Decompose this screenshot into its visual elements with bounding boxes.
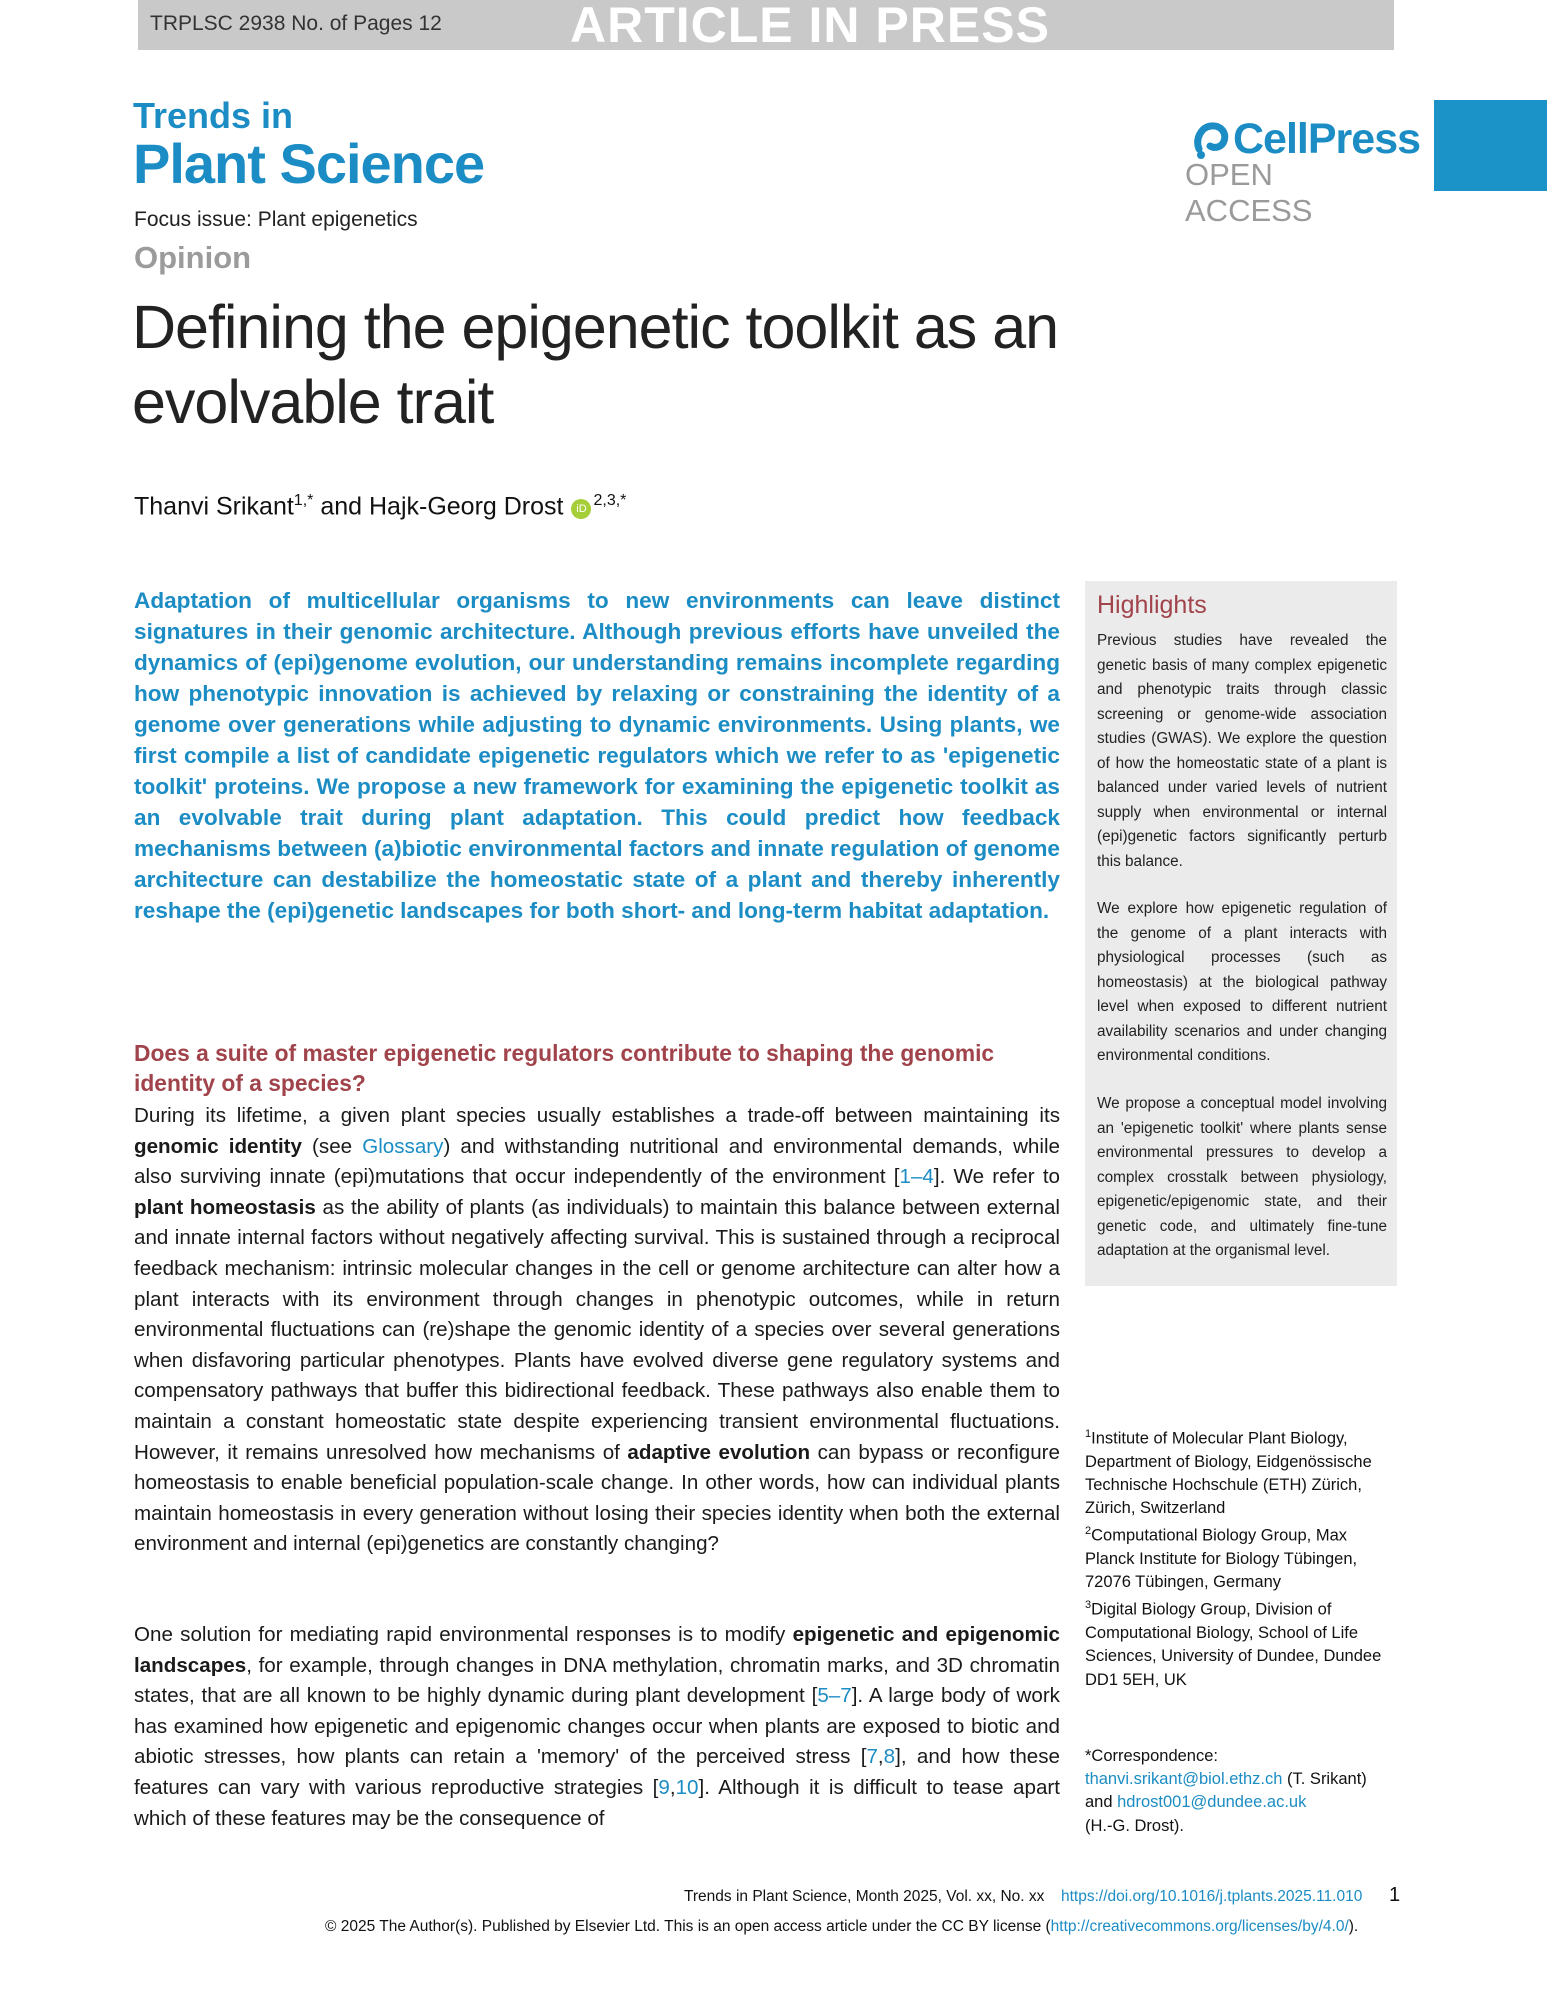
glossary-term: genomic identity	[134, 1134, 302, 1158]
body-text: as the ability of plants (as individuals) to maintain this balance between external and innate internal factors without negatively affecting survival. This is sustained through a reciprocal feedback mechanism: intrinsic molecular changes in the cell or genome architecture can alter how a plant interacts with its environment through changes in phenotypic outcomes, while in return environmental fluctuations can (re)shape the genomic identity of a species over several generations when disfavoring particular phenotypes. Plants have evolved diverse gene regulatory systems and compensatory pathways that buffer this bidirectional feedback. These pathways also enable them to maintain a constant homeostatic state despite experiencing transient environmental fluctuations. However, it remains unresolved how mechanisms of	[134, 1195, 1060, 1464]
citation-link[interactable]: 7	[866, 1745, 878, 1769]
body-text: ,	[669, 1775, 676, 1799]
affiliation-marker: 1	[1085, 1428, 1092, 1440]
glossary-term: plant homeostasis	[134, 1195, 316, 1219]
license-link[interactable]: http://creativecommons.org/licenses/by/4.0/	[1050, 1918, 1349, 1935]
citation-link[interactable]: 1–4	[899, 1165, 934, 1189]
author-affiliation-marker: 1,*	[293, 492, 314, 509]
body-text: , for example, through changes in DNA methylation, chromatin marks, and 3D chromatin states, that are all known to be highly dynamic during plant development [	[134, 1653, 1060, 1708]
footer-citation: Trends in Plant Science, Month 2025, Vol. xx, No. xx	[684, 1888, 1045, 1905]
correspondence-line	[1085, 1768, 1400, 1791]
correspondence-conjunction: and	[1085, 1793, 1118, 1812]
citation-link[interactable]: 10	[675, 1775, 699, 1799]
affiliation-item	[1085, 1594, 1400, 1691]
email-link[interactable]: hdrost001@dundee.ac.uk	[1117, 1793, 1307, 1812]
citation-link[interactable]: 9	[658, 1775, 670, 1799]
glossary-term: adaptive evolution	[627, 1440, 811, 1464]
article-type: Opinion	[134, 240, 252, 275]
affiliations	[1085, 1423, 1400, 1692]
citation-link[interactable]: 5–7	[817, 1684, 852, 1708]
highlight-item: We propose a conceptual model involving an 'epigenetic toolkit' where plants sense environmental pressures to develop a complex crosstalk between physiology, epigenetic/epigenomic state, and their genetic code, and ultimately fine-tune adaptation at the organismal level.	[1097, 1095, 1387, 1259]
section-heading: Does a suite of master epigenetic regulators contribute to shaping the genomic identity of a species?	[134, 1040, 995, 1096]
publisher-name: CellPress	[1233, 115, 1421, 163]
body-text: (see	[301, 1134, 363, 1158]
license-notice	[325, 1918, 1358, 1936]
affiliation-item	[1085, 1423, 1400, 1520]
author-name: Hajk-Georg Drost	[368, 492, 564, 521]
body-text: During its lifetime, a given plant species usually establishes a trade-off between maintaining its	[134, 1104, 1060, 1127]
affiliation-marker: 3	[1085, 1599, 1092, 1612]
article-in-press-bar	[138, 0, 1394, 53]
cellpress-icon	[1193, 121, 1231, 161]
author-affiliation-marker: 2,3,*	[593, 492, 627, 509]
body-text: One solution for mediating rapid environmental responses is to modify	[134, 1623, 793, 1646]
affiliation-marker: 2	[1085, 1525, 1092, 1538]
body-text: ]. We refer to	[933, 1165, 1060, 1189]
page-number: 1	[1389, 1884, 1401, 1906]
correspondence-name: (T. Srikant)	[1282, 1770, 1367, 1789]
license-text: ).	[1348, 1918, 1359, 1935]
body-text: can bypass or reconfigure homeostasis to enable beneficial population-scale change. In other words, how can individual plants maintain homeostasis in every generation without losing their species identity when both the external environment and internal (epi)genetics are constantly changing?	[134, 1440, 1060, 1556]
correspondence-name: (H.-G. Drost).	[1085, 1816, 1184, 1835]
orcid-icon[interactable]: iD	[571, 499, 591, 519]
glossary-link[interactable]: Glossary	[362, 1134, 444, 1158]
license-text: © 2025 The Author(s). Published by Elsevier Ltd. This is an open access article under the CC BY license (	[325, 1918, 1051, 1935]
highlights-box	[1085, 581, 1397, 1286]
edge-color-tab	[1434, 100, 1547, 191]
highlights-title: Highlights	[1097, 591, 1207, 619]
doi-link[interactable]: https://doi.org/10.1016/j.tplants.2025.11.010	[1061, 1888, 1363, 1905]
focus-issue: Focus issue: Plant epigenetics	[134, 208, 418, 231]
affiliation-item	[1085, 1520, 1400, 1594]
body-text: ) and withstanding nutritional and environmental demands, while also surviving innate (epi)mutations that occur independently of the environment [	[134, 1134, 1060, 1189]
body-paragraph	[134, 1101, 1060, 1560]
manuscript-meta: TRPLSC 2938 No. of Pages 12	[150, 12, 442, 35]
highlight-item: Previous studies have revealed the genetic basis of many complex epigenetic and phenotypic traits through classic screening or genome-wide association studies (GWAS). We explore the question of how the homeostatic state of a plant is balanced under varied levels of nutrient supply when environmental or internal (epi)genetic factors significantly perturb this balance.	[1097, 632, 1387, 870]
body-text: ]. Although it is difficult to tease apart which of these features may be the consequence of	[134, 1775, 1060, 1830]
citation-link[interactable]: 8	[883, 1745, 896, 1769]
correspondence	[1085, 1745, 1400, 1838]
affiliation-text: Computational Biology Group, Max Planck Institute for Biology Tübingen, 72076 Tübingen, Germany	[1085, 1526, 1358, 1592]
glossary-term: epigenetic and epigenomic landscapes	[134, 1623, 1060, 1677]
highlight-item: We explore how epigenetic regulation of the genome of a plant interacts with physiological processes (such as homeostasis) at the biological pathway level when exposed to different nutrient availability scenarios and under changing environmental conditions.	[1097, 900, 1387, 1064]
author-list	[134, 492, 626, 521]
correspondence-label: *Correspondence:	[1085, 1747, 1218, 1765]
author-name: Thanvi Srikant	[134, 492, 294, 521]
journal-name-line2: Plant Science	[133, 132, 485, 195]
abstract: Adaptation of multicellular organisms to new environments can leave distinct signatures in their genomic architecture. Although previous efforts have unveiled the dynamics of (epi)genome evolution, our understanding remains incomplete regarding how phenotypic innovation is achieved by relaxing or constraining the identity of a genome over generations while adjusting to dynamic environments. Using plants, we first compile a list of candidate epigenetic regulators which we refer to as 'epigenetic toolkit' proteins. We propose a new framework for examining the epigenetic toolkit as an evolvable trait during plant adaptation. This could predict how feedback mechanisms between (a)biotic environmental factors and innate regulation of genome architecture can destabilize the homeostatic state of a plant and thereby inherently reshape the (epi)genetic landscapes for both short- and long-term habitat adaptation.	[134, 588, 1060, 923]
correspondence-line	[1085, 1791, 1400, 1814]
article-title: Defining the epigenetic toolkit as an evolvable trait	[132, 293, 1059, 436]
body-paragraph	[134, 1620, 1060, 1834]
body-text: ,	[877, 1745, 884, 1769]
affiliation-text: Institute of Molecular Plant Biology, Department of Biology, Eidgenössische Technische Hochschule (ETH) Zürich, Zürich, Switzerland	[1085, 1429, 1372, 1518]
journal-name-line1: Trends in	[133, 95, 294, 136]
email-link[interactable]: thanvi.srikant@biol.ethz.ch	[1085, 1770, 1283, 1789]
cellpress-logo	[1185, 115, 1421, 228]
author-conjunction: and	[313, 492, 369, 521]
body-text: ], and how these features can vary with various reproductive strategies [	[134, 1745, 1060, 1799]
body-text: ]. A large body of work has examined how epigenetic and epigenomic changes occur when plants are exposed to biotic and abiotic stresses, how plants can retain a 'memory' of the perceived stress [	[134, 1684, 1060, 1769]
affiliation-text: Digital Biology Group, Division of Computational Biology, School of Life Sciences, University of Dundee, Dundee DD1 5EH, UK	[1085, 1600, 1382, 1689]
article-in-press-label: ARTICLE IN PRESS	[570, 0, 1050, 53]
open-access-label: OPEN ACCESS	[1185, 157, 1313, 228]
